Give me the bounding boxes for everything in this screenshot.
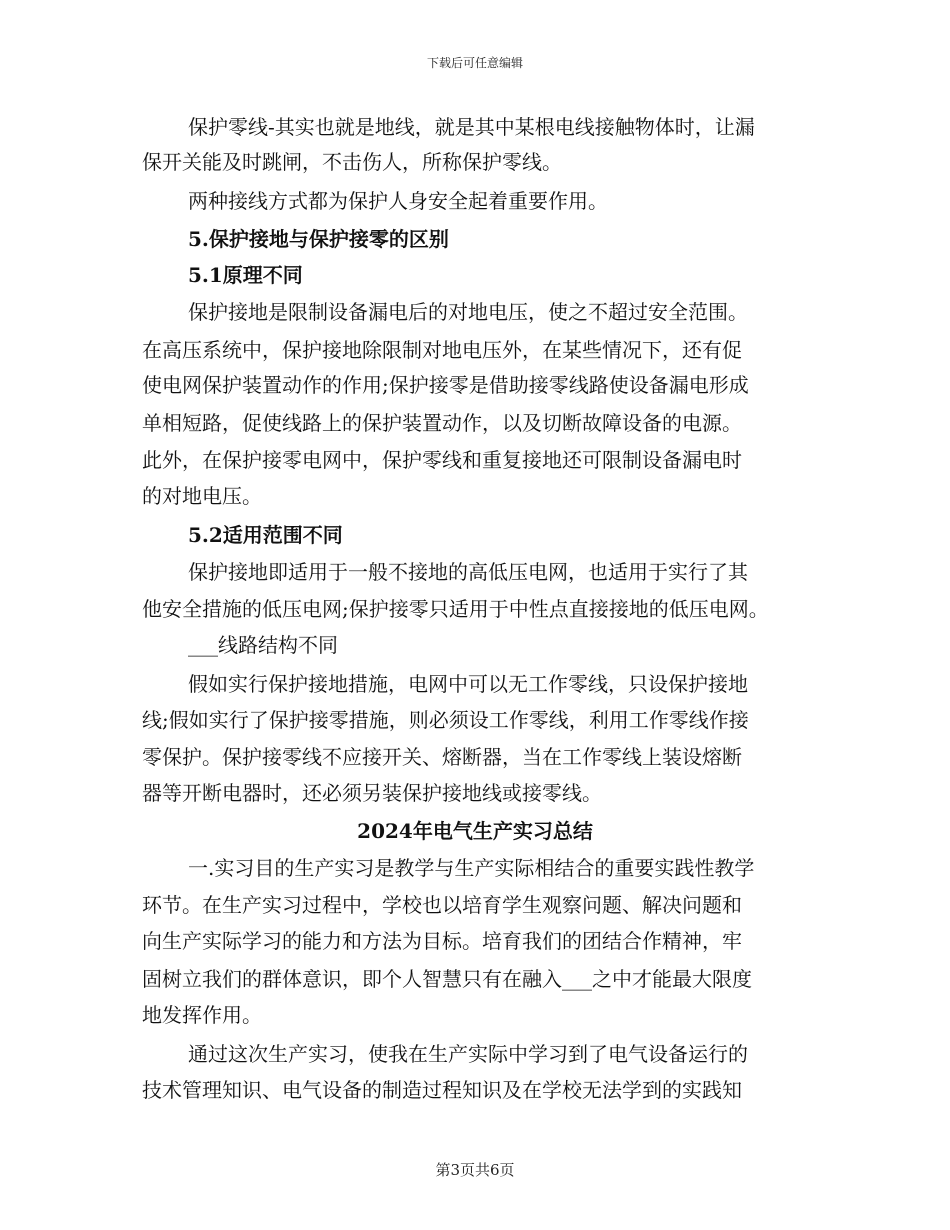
page-number: 第3页共6页 bbox=[435, 1161, 515, 1179]
section-heading: 5.保护接地与保护接零的区别 bbox=[188, 227, 449, 251]
subsection-heading: 5.2适用范围不同 bbox=[188, 523, 343, 547]
paragraph-line: 使电网保护装置动作的作用;保护接零是借助接零线路使设备漏电形成 bbox=[142, 373, 749, 397]
paragraph-line: 在高压系统中，保护接地除限制对地电压外，在某些情况下，还有促 bbox=[142, 338, 742, 362]
subsection-heading: ___线路结构不同 bbox=[188, 633, 338, 657]
paragraph-line: 向生产实际学习的能力和方法为目标。培育我们的团结合作精神，牢 bbox=[142, 929, 742, 953]
paragraph-line: 保开关能及时跳闸，不击伤人，所称保护零线。 bbox=[142, 150, 562, 174]
paragraph-line: 地发挥作用。 bbox=[142, 1003, 262, 1027]
paragraph-line: 保护接地是限制设备漏电后的对地电压，使之不超过安全范围。 bbox=[188, 300, 748, 324]
paragraph-line: 两种接线方式都为保护人身安全起着重要作用。 bbox=[188, 189, 608, 213]
paragraph-line: 一.实习目的生产实习是教学与生产实际相结合的重要实践性教学 bbox=[188, 856, 755, 880]
paragraph-line: 单相短路，促使线路上的保护装置动作，以及切断故障设备的电源。 bbox=[142, 411, 742, 435]
paragraph-line: 环节。在生产实习过程中，学校也以培育学生观察问题、解决问题和 bbox=[142, 893, 742, 917]
paragraph-line: 零保护。保护接零线不应接开关、熔断器，当在工作零线上装设熔断 bbox=[142, 745, 742, 769]
paragraph-line: 保护零线-其实也就是地线，就是其中某根电线接触物体时，让漏 bbox=[188, 115, 755, 139]
paragraph-line: 通过这次生产实习，使我在生产实际中学习到了电气设备运行的 bbox=[188, 1042, 748, 1066]
paragraph-line: 他安全措施的低压电网;保护接零只适用于中性点直接接地的低压电网。 bbox=[142, 597, 769, 621]
paragraph-line: 固树立我们的群体意识，即个人智慧只有在融入___之中才能最大限度 bbox=[142, 967, 752, 991]
paragraph-line: 假如实行保护接地措施，电网中可以无工作零线，只设保护接地 bbox=[188, 672, 748, 696]
paragraph-line: 此外，在保护接零电网中，保护零线和重复接地还可限制设备漏电时 bbox=[142, 448, 742, 472]
subsection-heading: 5.1原理不同 bbox=[188, 263, 303, 287]
paragraph-line: 技术管理知识、电气设备的制造过程知识及在学校无法学到的实践知 bbox=[142, 1078, 742, 1102]
document-title: 2024年电气生产实习总结 bbox=[357, 819, 593, 843]
paragraph-line: 的对地电压。 bbox=[142, 484, 262, 508]
paragraph-line: 器等开断电器时，还必须另装保护接地线或接零线。 bbox=[142, 781, 602, 805]
page-header: 下载后可任意编辑 bbox=[426, 56, 523, 70]
paragraph-line: 线;假如实行了保护接零措施，则必须设工作零线，利用工作零线作接 bbox=[142, 708, 749, 732]
paragraph-line: 保护接地即适用于一般不接地的高低压电网，也适用于实行了其 bbox=[188, 560, 748, 584]
